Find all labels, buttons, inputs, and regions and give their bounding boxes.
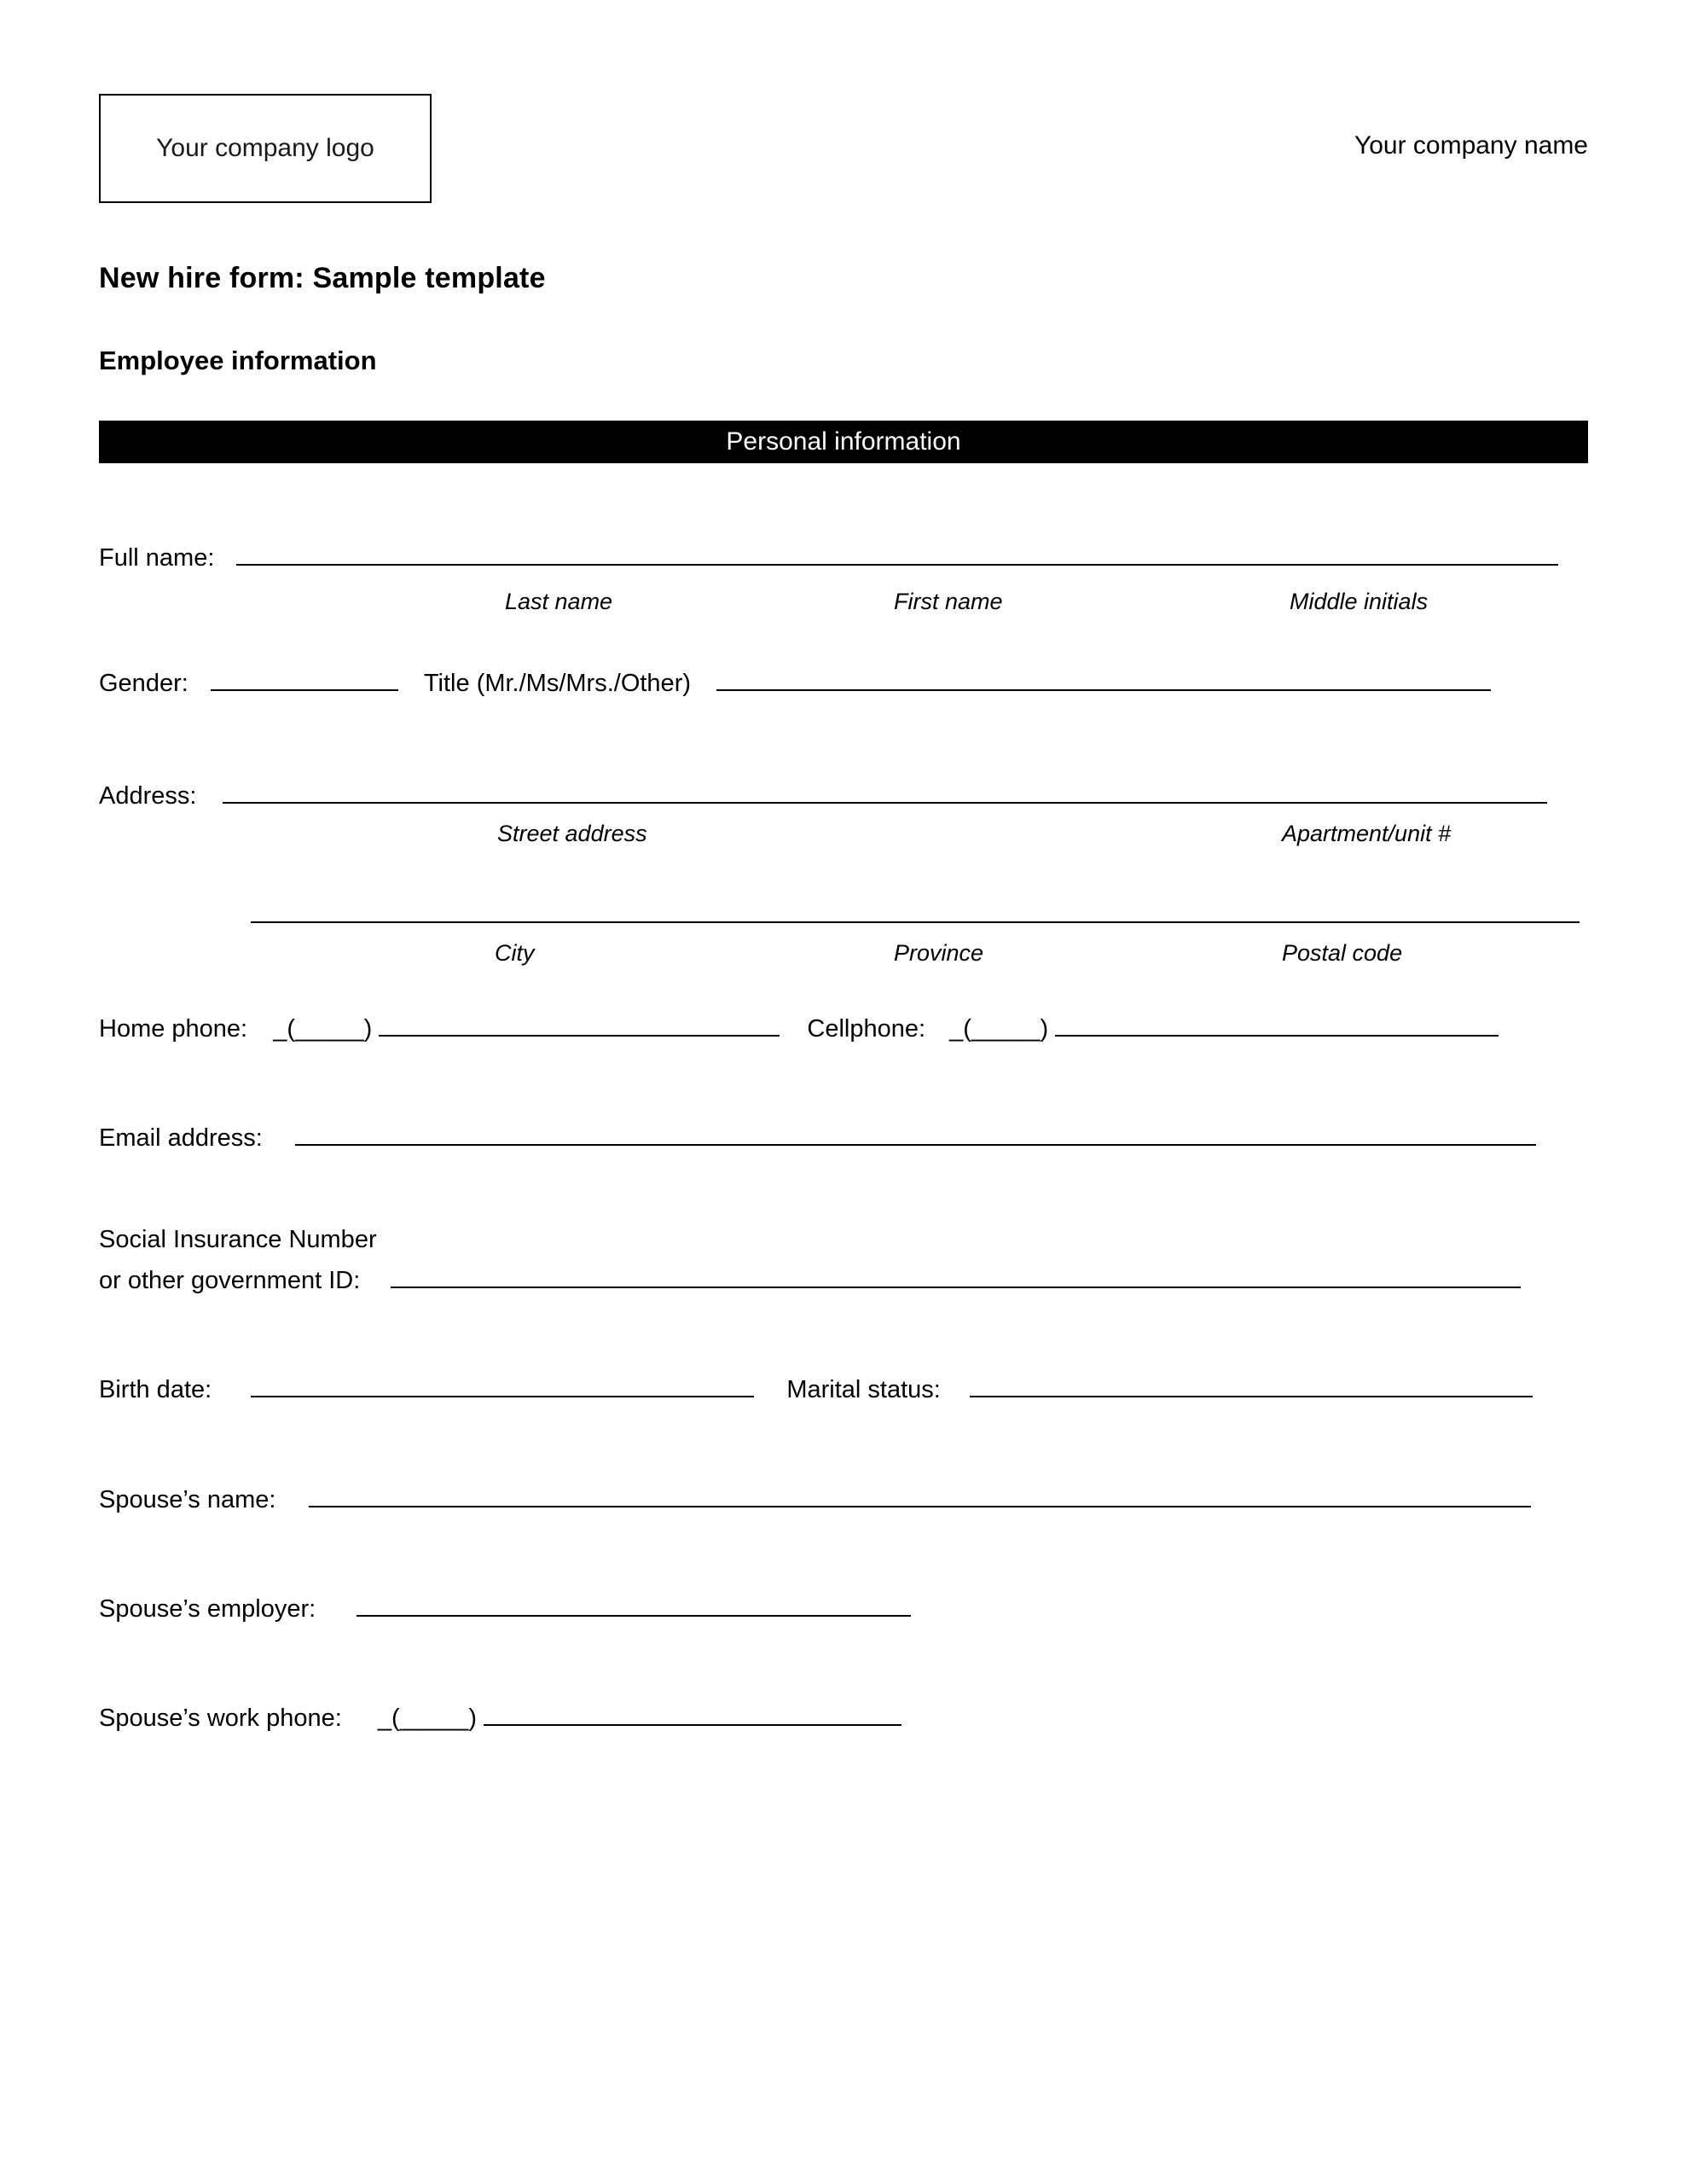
caption-street-address: Street address — [497, 821, 647, 846]
gender-label: Gender: — [99, 670, 188, 697]
caption-postal-code: Postal code — [1282, 940, 1403, 966]
section-heading-employee-information: Employee information — [99, 346, 377, 375]
home-phone-label: Home phone: — [99, 1015, 248, 1043]
field-email-address — [99, 1124, 1536, 1153]
sin-label-part1: Social Insurance Number — [99, 1226, 377, 1253]
home-phone-input-line[interactable] — [379, 1034, 780, 1037]
marital-status-input-line[interactable] — [970, 1395, 1533, 1397]
title-label: Title (Mr./Ms/Mrs./Other) — [423, 670, 692, 697]
caption-city: City — [495, 940, 535, 966]
address-street-input-line[interactable] — [223, 801, 1547, 804]
caption-last-name: Last name — [505, 589, 613, 614]
full-name-input-line[interactable] — [236, 563, 1558, 566]
spouse-work-phone-area-code-prefix[interactable]: _(_____) — [377, 1705, 477, 1732]
spouse-name-label: Spouse’s name: — [99, 1486, 276, 1513]
banner-personal-information — [99, 421, 1588, 463]
field-address-second-line — [251, 902, 1580, 930]
full-name-label: Full name: — [99, 544, 215, 572]
cellphone-input-line[interactable] — [1055, 1034, 1499, 1037]
spouse-work-phone-input-line[interactable] — [484, 1723, 901, 1726]
caption-apartment-unit: Apartment/unit # — [1282, 821, 1452, 846]
email-address-input-line[interactable] — [295, 1143, 1536, 1146]
company-name: Your company name — [1354, 131, 1588, 160]
caption-province: Province — [894, 940, 984, 966]
field-sin — [99, 1267, 1521, 1295]
field-spouse-work-phone — [99, 1705, 901, 1733]
address-label: Address: — [99, 782, 197, 810]
gender-input-line[interactable] — [211, 688, 398, 691]
email-address-label: Email address: — [99, 1124, 263, 1152]
field-spouse-name — [99, 1486, 1531, 1514]
sin-label-line-1 — [99, 1226, 377, 1254]
cellphone-label: Cellphone: — [807, 1015, 926, 1043]
field-home-phone — [99, 1015, 1499, 1043]
company-logo-text: Your company logo — [156, 134, 374, 162]
home-phone-area-code-prefix[interactable]: _(_____) — [273, 1015, 373, 1043]
spouse-employer-label: Spouse’s employer: — [99, 1595, 316, 1623]
field-address — [99, 782, 1547, 810]
caption-middle-initials: Middle initials — [1290, 589, 1429, 614]
spouse-name-input-line[interactable] — [309, 1505, 1531, 1507]
caption-first-name: First name — [894, 589, 1003, 614]
sin-input-line[interactable] — [391, 1286, 1521, 1288]
birth-date-input-line[interactable] — [251, 1395, 754, 1397]
document-header — [99, 94, 1588, 205]
sin-label-part2: or other government ID: — [99, 1267, 361, 1294]
banner-label: Personal information — [726, 427, 961, 456]
field-birth-date-marital-status — [99, 1376, 1533, 1404]
title-input-line[interactable] — [716, 688, 1491, 691]
company-logo-placeholder — [99, 94, 432, 203]
cellphone-area-code-prefix[interactable]: _(_____) — [949, 1015, 1049, 1043]
address-city-province-postal-input-line[interactable] — [251, 921, 1580, 923]
spouse-work-phone-label: Spouse’s work phone: — [99, 1705, 342, 1732]
marital-status-label: Marital status: — [786, 1376, 941, 1403]
field-gender-title — [99, 670, 1491, 698]
field-full-name — [99, 544, 1558, 572]
page-title: New hire form: Sample template — [99, 262, 546, 294]
field-spouse-employer — [99, 1595, 911, 1623]
birth-date-label: Birth date: — [99, 1376, 212, 1403]
spouse-employer-input-line[interactable] — [357, 1614, 911, 1617]
